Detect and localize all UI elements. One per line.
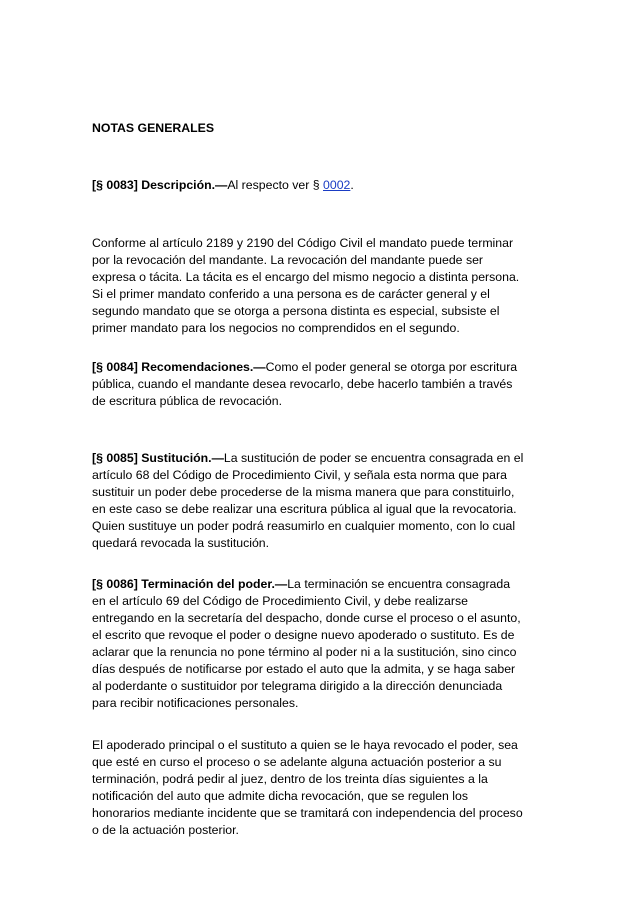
section-0083-line <box>92 177 562 194</box>
section-0084-first-line <box>92 359 562 376</box>
paragraph-line: primer mandato para los negocios no comprendidos en el segundo. <box>92 321 460 335</box>
section-0084-heading: [§ 0084] Recomendaciones. <box>92 360 254 374</box>
paragraph-line: expresa o tácita. La tácita es el encargo del mismo negocio a distinta persona. <box>92 270 520 284</box>
paragraph-mandato <box>92 235 562 337</box>
paragraph-line: honorarios mediante incidente que se tramitará con independencia del proceso <box>92 806 523 820</box>
paragraph-line: por la revocación del mandante. La revocación del mandante puede ser <box>92 253 484 267</box>
paragraph-line: en el artículo 69 del Código de Procedimiento Civil, y debe realizarse <box>92 594 468 608</box>
section-0084-dash: — <box>253 360 266 374</box>
section-0085-first-line <box>92 450 562 467</box>
paragraph-line: sustituir un poder debe procederse de la misma manera que para constituirlo, <box>92 485 515 499</box>
paragraph-line: Quien sustituye un poder podrá reasumirlo en cualquier momento, con lo cual <box>92 519 516 533</box>
section-0085-heading: [§ 0085] Sustitución. <box>92 451 212 465</box>
paragraph-line: de escritura pública de revocación. <box>92 394 283 408</box>
paragraph-line: Si el primer mandato conferido a una persona es de carácter general y el <box>92 287 490 301</box>
section-0083-text: Al respecto ver § <box>227 178 324 192</box>
paragraph-apoderado <box>92 737 562 839</box>
section-0085-text: La sustitución de poder se encuentra consagrada en el <box>223 451 524 465</box>
section-0086-dash: — <box>274 577 288 591</box>
section-0084 <box>92 359 562 410</box>
paragraph-line: que esté en curso el proceso o se adelante alguna actuación posterior a su <box>92 755 502 769</box>
section-0083-end: . <box>350 178 354 192</box>
section-0086-text: La terminación se encuentra consagrada <box>287 577 511 591</box>
paragraph-line: pública, cuando el mandante desea revocarlo, debe hacerlo también a través <box>92 377 513 391</box>
paragraph-line: en este caso se debe realizar una escritura pública al igual que la revocatoria. <box>92 502 517 516</box>
section-0083-heading: [§ 0083] Descripción. <box>92 178 216 192</box>
paragraph-line: aclarar que la renuncia no pone término al poder ni a la sustitución, sino cinco <box>92 645 517 659</box>
section-0085 <box>92 450 562 552</box>
section-0086 <box>92 576 562 712</box>
section-0002-link[interactable]: 0002 <box>323 178 351 192</box>
paragraph-line: quedará revocada la sustitución. <box>92 536 270 550</box>
paragraph-line: entregando en la secretaría del despacho, donde curse el proceso o el asunto, <box>92 611 521 625</box>
paragraph-line: días después de notificarse por estado el auto que la admita, y se haga saber <box>92 662 516 676</box>
paragraph-line: El apoderado principal o el sustituto a quien se le haya revocado el poder, sea <box>92 738 518 752</box>
paragraph-line: segundo mandato que se otorga a persona distinta es especial, subsiste el <box>92 304 500 318</box>
paragraph-line: el escrito que revoque el poder o designe nuevo apoderado o sustituto. Es de <box>92 628 515 642</box>
paragraph-line: para recibir notificaciones personales. <box>92 696 299 710</box>
section-0085-dash: — <box>211 451 224 465</box>
page-title: NOTAS GENERALES <box>92 121 215 135</box>
paragraph-line: al poderdante o sustituidor por telegrama dirigido a la dirección denunciada <box>92 679 503 693</box>
paragraph-line: terminación, podrá pedir al juez, dentro de los treinta días siguientes a la <box>92 772 488 786</box>
paragraph-line: o de la actuación posterior. <box>92 823 239 837</box>
paragraph-line: artículo 68 del Código de Procedimiento Civil, y señala esta norma que para <box>92 468 507 482</box>
section-0086-heading: [§ 0086] Terminación del poder. <box>92 577 275 591</box>
paragraph-line: notificación del auto que admite dicha revocación, que se regulen los <box>92 789 468 803</box>
section-0086-first-line <box>92 576 562 593</box>
section-0084-text: Como el poder general se otorga por escritura <box>265 360 518 374</box>
section-0083-dash: — <box>215 178 228 192</box>
section-0083 <box>92 177 562 194</box>
paragraph-line: Conforme al artículo 2189 y 2190 del Código Civil el mandato puede terminar <box>92 236 514 250</box>
